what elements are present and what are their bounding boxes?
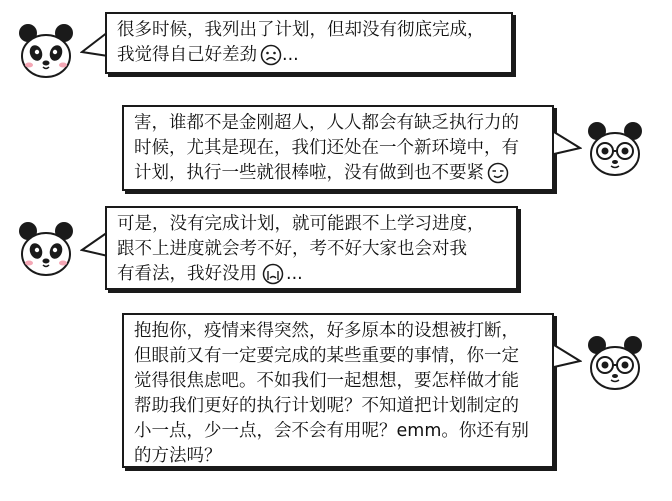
message-line [117, 262, 506, 287]
message-line: 抱抱你，疫情来得突然，好多原本的设想被打断， [134, 321, 519, 341]
message-line [134, 161, 542, 186]
message-line: 小一点，少一点，会不会有用呢？emm。你还有别 [134, 421, 529, 441]
message-line: 时候，尤其是现在，我们还处在一个新环境中，有 [134, 138, 519, 158]
crying-face-icon [260, 263, 286, 285]
message-text: 我觉得自己好差劲 [117, 45, 257, 65]
message-bubble-4 [122, 313, 554, 468]
message-line [117, 43, 501, 68]
sad-face-icon [260, 44, 282, 66]
message-line: 很多时候，我列出了计划，但却没有彻底完成， [117, 20, 485, 40]
message-bubble-3 [105, 206, 518, 290]
panda-left-avatar-1 [14, 20, 78, 84]
message-line: 的方法吗？ [134, 446, 222, 466]
message-text: 有看法，我好没用 [117, 264, 257, 284]
message-line: 害，谁都不是金刚超人，人人都会有缺乏执行力的 [134, 113, 519, 133]
message-line: 但眼前又有一定要完成的某些重要的事情，你一定 [134, 346, 519, 366]
wink-face-icon [487, 162, 509, 184]
bubble-tail-4 [552, 343, 582, 373]
message-bubble-2 [122, 105, 554, 191]
message-suffix: ... [282, 45, 299, 65]
message-text: 计划，执行一些就很棒啦，没有做到也不要紧 [134, 163, 484, 183]
message-line: 可是，没有完成计划，就可能跟不上学习进度， [117, 214, 485, 234]
message-suffix: ... [286, 264, 303, 284]
panda-left-avatar-2 [14, 218, 78, 282]
message-line: 帮助我们更好的执行计划呢？不知道把计划制定的 [134, 396, 519, 416]
bubble-tail-2 [552, 130, 582, 160]
panda-right-avatar-1 [583, 118, 647, 182]
panda-right-avatar-2 [583, 332, 647, 396]
message-bubble-1 [105, 12, 513, 74]
message-line: 觉得很焦虑吧。不如我们一起想想，要怎样做才能 [134, 371, 519, 391]
message-line: 跟不上进度就会考不好，考不好大家也会对我 [117, 239, 467, 259]
